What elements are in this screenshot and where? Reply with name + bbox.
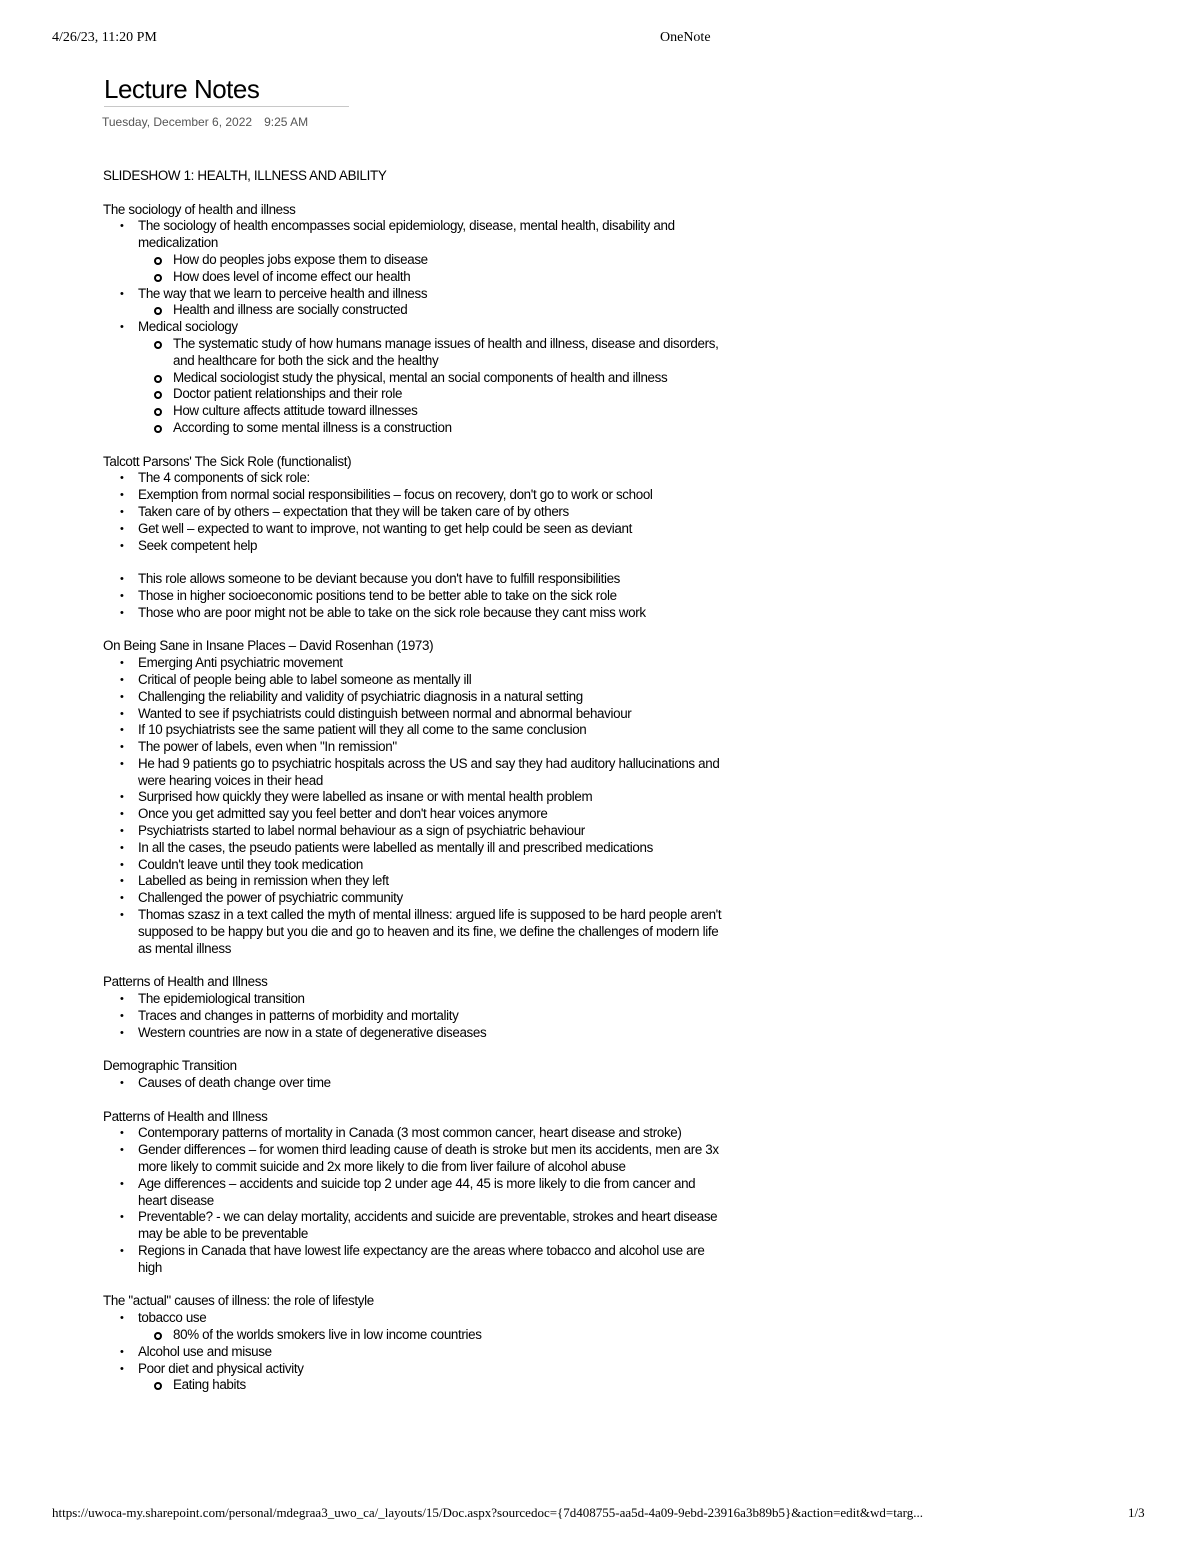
list-item: • Preventable? - we can delay mortality, accidents and suicide are preventable, strokes and heart disease may be able to be preventable: [103, 1209, 723, 1243]
bullet-list: [103, 655, 723, 957]
sub-list-item: According to some mental illness is a construction: [137, 420, 723, 437]
print-app-name: OneNote: [660, 30, 711, 45]
sub-list-item: Doctor patient relationships and their role: [137, 386, 723, 403]
list-item: • The sociology of health encompasses social epidemiology, disease, mental health, disability and medicalization How do peoples jobs expose them to disease How does level of income effect our health: [103, 218, 723, 285]
sub-list-item: Health and illness are socially constructed: [137, 302, 723, 319]
section-heading: Demographic Transition: [103, 1058, 237, 1074]
list-item: • Surprised how quickly they were labelled as insane or with mental health problem: [103, 789, 723, 806]
list-item: • Poor diet and physical activity Eating habits: [103, 1361, 723, 1395]
print-header: [0, 30, 1200, 50]
bullet-list: [103, 470, 723, 554]
list-item: • He had 9 patients go to psychiatric hospitals across the US and say they had auditory hallucinations and were hearing voices in their head: [103, 756, 723, 790]
list-item: • The epidemiological transition: [103, 991, 723, 1008]
sub-list-item: How does level of income effect our health: [137, 269, 723, 286]
sub-bullet-list: [138, 1327, 723, 1344]
page-time: 9:25 AM: [264, 115, 309, 129]
list-item: • Couldn't leave until they took medication: [103, 857, 723, 874]
list-item: • Taken care of by others – expectation that they will be taken care of by others: [103, 504, 723, 521]
sub-bullet-list: [138, 252, 723, 286]
list-item: • Age differences – accidents and suicide top 2 under age 44, 45 is more likely to die from cancer and heart disease: [103, 1176, 723, 1210]
list-item: • Those in higher socioeconomic positions tend to be better able to take on the sick role: [103, 588, 723, 605]
list-item: • Once you get admitted say you feel better and don't hear voices anymore: [103, 806, 723, 823]
list-item: • Gender differences – for women third leading cause of death is stroke but men its accidents, men are 3x more likely to commit suicide and 2x more likely to die from liver failure of alcohol abuse: [103, 1142, 723, 1176]
page-date: Tuesday, December 6, 2022: [102, 115, 253, 129]
list-item: • Contemporary patterns of mortality in Canada (3 most common cancer, heart disease and stroke): [103, 1125, 723, 1142]
list-item: • Wanted to see if psychiatrists could distinguish between normal and abnormal behaviour: [103, 706, 723, 723]
list-item: • Challenging the reliability and validity of psychiatric diagnosis in a natural setting: [103, 689, 723, 706]
print-footer: [0, 1505, 1200, 1525]
sub-list-item: Medical sociologist study the physical, mental an social components of health and illness: [137, 370, 723, 387]
list-item: • Traces and changes in patterns of morbidity and mortality: [103, 1008, 723, 1025]
section-heading: On Being Sane in Insane Places – David Rosenhan (1973): [103, 638, 434, 654]
list-item: • tobacco use 80% of the worlds smokers live in low income countries: [103, 1310, 723, 1344]
sub-bullet-list: [138, 302, 723, 319]
list-item: • Seek competent help: [103, 538, 723, 555]
page-datetime: [102, 115, 308, 129]
list-item: • Medical sociology The systematic study of how humans manage issues of health and illness, disease and disorders, and healthcare for both the sick and the healthy Medical sociologist study the physical, mental an social components of health and illness Doctor patient relationships and their role How culture affects attitude toward illnesses According to some mental illness is a construction: [103, 319, 723, 437]
list-item: • Alcohol use and misuse: [103, 1344, 723, 1361]
list-item: • In all the cases, the pseudo patients were labelled as mentally ill and prescribed medications: [103, 840, 723, 857]
sub-list-item: The systematic study of how humans manage issues of health and illness, disease and disorders, and healthcare for both the sick and the healthy: [137, 336, 723, 370]
page-title: Lecture Notes: [104, 72, 349, 107]
list-item: • The power of labels, even when "In remission": [103, 739, 723, 756]
print-url: https://uwoca-my.sharepoint.com/personal/mdegraa3_uwo_ca/_layouts/15/Doc.aspx?sourcedoc={7d408755-aa5d-4a09-9ebd-23916a3b89b5}&action=edit&wd=targ...: [52, 1505, 923, 1520]
note-content: [103, 168, 723, 1394]
list-item: • Causes of death change over time: [103, 1075, 723, 1092]
print-page-number: 1/3: [1128, 1505, 1145, 1520]
sub-list-item: Eating habits: [137, 1377, 723, 1394]
sub-list-item: How do peoples jobs expose them to disease: [137, 252, 723, 269]
list-item: • Western countries are now in a state of degenerative diseases: [103, 1025, 723, 1042]
list-item: • Get well – expected to want to improve, not wanting to get help could be seen as deviant: [103, 521, 723, 538]
list-item: • Critical of people being able to label someone as mentally ill: [103, 672, 723, 689]
list-item: • Labelled as being in remission when they left: [103, 873, 723, 890]
print-datetime: 4/26/23, 11:20 PM: [52, 30, 157, 45]
list-item: • The way that we learn to perceive health and illness Health and illness are socially constructed: [103, 286, 723, 320]
bullet-list: [103, 218, 723, 436]
slideshow-heading: SLIDESHOW 1: HEALTH, ILLNESS AND ABILITY: [103, 168, 387, 183]
list-item: • Regions in Canada that have lowest life expectancy are the areas where tobacco and alcohol use are high: [103, 1243, 723, 1277]
list-item: • The 4 components of sick role:: [103, 470, 723, 487]
bullet-list: [103, 1125, 723, 1276]
list-item: • Those who are poor might not be able to take on the sick role because they cant miss work: [103, 605, 723, 622]
sub-list-item: How culture affects attitude toward illnesses: [137, 403, 723, 420]
bullet-list: [103, 571, 723, 621]
sub-bullet-list: [138, 1377, 723, 1394]
section-heading: Patterns of Health and Illness: [103, 1108, 268, 1124]
section-heading: Talcott Parsons' The Sick Role (functionalist): [103, 453, 352, 469]
section-heading: The sociology of health and illness: [103, 201, 296, 217]
bullet-list: [103, 1310, 723, 1394]
section-heading: Patterns of Health and Illness: [103, 974, 268, 990]
list-item: • Psychiatrists started to label normal behaviour as a sign of psychiatric behaviour: [103, 823, 723, 840]
list-item: • If 10 psychiatrists see the same patient will they all come to the same conclusion: [103, 722, 723, 739]
sub-bullet-list: [138, 336, 723, 437]
list-item: • Exemption from normal social responsibilities – focus on recovery, don't go to work or school: [103, 487, 723, 504]
bullet-list: [103, 1075, 723, 1092]
list-item: • Thomas szasz in a text called the myth of mental illness: argued life is supposed to be hard people aren't supposed to be happy but you die and go to heaven and its fine, we define the challenges of modern life as mental illness: [103, 907, 723, 957]
list-item: • This role allows someone to be deviant because you don't have to fulfill responsibilities: [103, 571, 723, 588]
bullet-list: [103, 991, 723, 1041]
list-item: • Challenged the power of psychiatric community: [103, 890, 723, 907]
sub-list-item: 80% of the worlds smokers live in low income countries: [137, 1327, 723, 1344]
section-heading: The "actual" causes of illness: the role of lifestyle: [103, 1293, 374, 1309]
list-item: • Emerging Anti psychiatric movement: [103, 655, 723, 672]
